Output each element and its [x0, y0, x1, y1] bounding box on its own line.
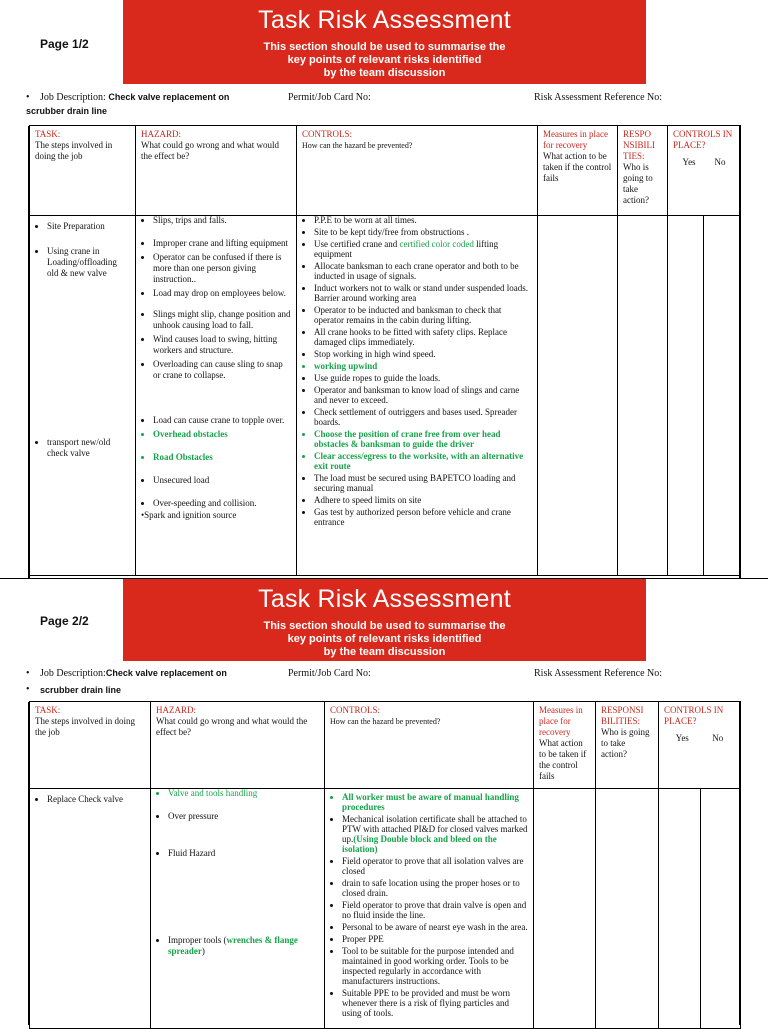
no-cell — [701, 789, 741, 1029]
list-item: • Mechanical isolation certificate shall be attached to PTW with attached PI&D for closed valves marked up.(Using Double block and bleed on the isolation) — [342, 814, 528, 854]
hazards-cell — [136, 216, 297, 576]
list-item: • Improper crane and lifting equipment — [153, 238, 291, 249]
right-border — [739, 702, 741, 1025]
list-item: • Slings might slip, change position and unhook causing load to fall. — [153, 309, 291, 331]
controls-header: CONTROLS: How can the hazard be prevented? — [297, 126, 538, 216]
list-item: • Stop working in high wind speed. — [314, 349, 532, 359]
table-row — [30, 216, 741, 576]
list-item: • Use certified crane and certified color coded lifting equipment — [314, 239, 532, 259]
hazard-header: HAZARD: What could go wrong and what would the effect be? — [136, 126, 297, 216]
resp-cell — [596, 789, 659, 1029]
task-header: TASK: The steps involved in doing the job — [30, 702, 151, 789]
list-item: • Induct workers not to walk or stand under suspended loads. Barrier around working area — [314, 283, 532, 303]
list-item: • Tool to be suitable for the purpose intended and maintained in good working order. Tools to be inspected regularly in accordance with manufacturers instructions. — [342, 946, 528, 986]
list-item: • Choose the position of crane free from over head obstacles & banksman to guide the driver — [314, 429, 532, 449]
list-item: • Field operator to prove that all isolation valves are closed — [342, 856, 528, 876]
controls-in-place-header: CONTROLS IN PLACE? Yes No — [659, 702, 741, 789]
list-item: • Fluid Hazard — [168, 848, 319, 859]
hazard-header: HAZARD: What could go wrong and what would the effect be? — [151, 702, 325, 789]
page-1: Task Risk Assessment This section should be used to summarise the key points of relevant risks identified by the team discussion Page 1/2 • Job Description: Check valve replacement on Permit/Job Card No: Risk Assessment Reference No: scrubber drain line TASK: The steps involved in doing the job HAZARD: What could go wrong and what would the effect be? CONTROLS: How can the hazard be prevented? Measures in place for recovery What action to be taken if the control fails RESPO NSIBILI TIES: Who is going to take action? CONTROLS IN PLACE? Yes No • Site Preparation • Using crane in Loading/offloading old & new valve • transport new/old check valve • Slips, trips and falls. • Improper crane and lifting equipment • Operator can be confused if there is more than one person giving instruction.. • Load may drop on employees below. • Slings might slip, change position and unhook causing load to fall. • Wind causes load to swing, hitting workers and structure. • Overloading can cause sling to snap or crane to collapse. • Load can cause crane to topple over. • Overhead obstacles • Road Obstacles • Unsecured load • Over-speeding and collision. •Spark and ignition source • P.P.E to be worn at all times. • Site to be kept tidy/free from obstructions . • Use certified crane and certified color coded lifting equipment • Allocate banksman to each crane operator and both to be inducted in usage of signals. • Induct workers not to walk or stand under suspended loads. Barrier around working area • Operator to be inducted and banksman to check that operator remains in the cabin during lifting. • All crane hooks to be fitted with safety clips. Replace damaged clips immediately. • Stop working in high wind speed. • working upwind • Use guide ropes to guide the loads. • Operator and banksman to know load of slings and carne and never to exceed. • Check settlement of outriggers and bases used. Spreader boards. • Choose the position of crane free from over head obstacles & banksman to guide the driver • Clear access/egress to the worksite, with an alternative exit route • The load must be secured using BAPETCO loading and securing manual • Adhere to speed limits on site • Gas test by authorized person before vehicle and crane entrance — [0, 0, 768, 578]
no-label: No — [712, 733, 724, 743]
list-item: • Overloading can cause sling to snap or crane to collapse. — [153, 359, 291, 381]
list-item: • Adhere to speed limits on site — [314, 495, 532, 505]
list-item: • Load may drop on employees below. — [153, 288, 291, 299]
measures-cell — [534, 789, 596, 1029]
hazard-extra: •Spark and ignition source — [141, 510, 237, 520]
list-item: • Personal to be aware of nearst eye wash in the area. — [342, 922, 528, 932]
list-item: • Check settlement of outriggers and bases used. Spreader boards. — [314, 407, 532, 427]
list-item: • Gas test by authorized person before vehicle and crane entrance — [314, 507, 532, 527]
risk-table-2 — [29, 701, 741, 1029]
list-item: • The load must be secured using BAPETCO loading and securing manual — [314, 473, 532, 493]
no-cell — [704, 216, 741, 576]
job-description: Job Description: Check valve replacement on — [40, 92, 230, 103]
resp-cell — [618, 216, 668, 576]
list-item: • Over pressure — [168, 811, 319, 822]
list-item: • Improper tools (wrenches & flange spreader) — [168, 935, 319, 957]
tasks-cell — [30, 216, 136, 576]
page-2: Task Risk Assessment This section should be used to summarise the key points of relevant risks identified by the team discussion Page 2/2 • Job Description:Check valve replacement on Permit/Job Card No: Risk Assessment Reference No: • scrubber drain line TASK: The steps involved in doing the job HAZARD: What could go wrong and what would the effect be? CONTROLS: How can the hazard be prevented? Measures in place for recovery What action to be taken if the control fails RESPONSI BILITIES: Who is going to take action? CONTROLS IN PLACE? Yes No • Replace Check valve • Valve and tools handling • Over pressure • Fluid Hazard • Improper tools (wrenches & flange spreader) • All worker must be aware of manual handling procedures • Mechanical isolation certificate shall be attached to PTW with attached PI&D for closed valves marked up.(Using Double block and bleed on the isolation) • Field operator to prove that all isolation valves are closed • drain to safe location using the proper hoses or to closed drain. • Field operator to prove that drain valve is open and no fluid inside the line. • Personal to be aware of nearst eye wash in the area. • Proper PPE • Tool to be suitable for the purpose intended and maintained in good working order. Tools to be inspected regularly in accordance with manufacturers instructions. • Suitable PPE to be provided and must be worn whenever there is a risk of flying particles and using of tools. — [0, 578, 768, 1025]
task-header: TASK: The steps involved in doing the job — [30, 126, 136, 216]
list-item: • Slips, trips and falls. — [153, 215, 291, 226]
list-item: • Site to be kept tidy/free from obstructions . — [314, 227, 532, 237]
list-item: • P.P.E to be worn at all times. — [314, 215, 532, 225]
right-border — [739, 126, 741, 578]
page-label: Page 1/2 — [40, 37, 89, 51]
list-item: • Over-speeding and collision. — [153, 498, 291, 509]
risk-table-1 — [29, 125, 741, 576]
resp-header: RESPO NSIBILI TIES: Who is going to take action? — [618, 126, 668, 216]
hazards-cell — [151, 789, 325, 1029]
list-item: • Replace Check valve — [47, 794, 145, 805]
yes-cell — [659, 789, 701, 1029]
resp-header: RESPONSI BILITIES: Who is going to take action? — [596, 702, 659, 789]
yes-label: Yes — [675, 733, 689, 743]
page-label: Page 2/2 — [40, 614, 89, 628]
page-2-banner — [123, 579, 646, 661]
measures-header: Measures in place for recovery What action to be taken if the control fails — [538, 126, 618, 216]
job-description-cont: scrubber drain line — [26, 106, 108, 116]
list-item: • Use guide ropes to guide the loads. — [314, 373, 532, 383]
list-item: • working upwind — [314, 361, 532, 371]
measures-header: Measures in place for recovery What action to be taken if the control fails — [534, 702, 596, 789]
list-item: • Field operator to prove that drain valve is open and no fluid inside the line. — [342, 900, 528, 920]
job-description-cont: scrubber drain line — [40, 685, 122, 695]
controls-cell — [297, 216, 538, 576]
risk-ref-label: Risk Assessment Reference No: — [534, 92, 663, 103]
banner-title: Task Risk Assessment — [258, 6, 511, 34]
list-item: • Overhead obstacles — [153, 429, 291, 440]
list-item: • Suitable PPE to be provided and must be worn whenever there is a risk of flying particles and using of tools. — [342, 988, 528, 1018]
measures-cell — [538, 216, 618, 576]
permit-label: Permit/Job Card No: — [288, 92, 371, 103]
list-item: • Road Obstacles — [153, 452, 291, 463]
left-border — [28, 702, 30, 1025]
no-label: No — [714, 157, 726, 167]
controls-header: CONTROLS: How can the hazard be prevented? — [325, 702, 534, 789]
job-description: Job Description:Check valve replacement on — [40, 668, 227, 679]
list-item: • Proper PPE — [342, 934, 528, 944]
table-row — [30, 789, 741, 1029]
list-item: • Wind causes load to swing, hitting workers and structure. — [153, 334, 291, 356]
controls-cell — [325, 789, 534, 1029]
banner-subtitle: This section should be used to summarise the key points of relevant risks identified by the team discussion — [263, 620, 506, 658]
page-1-banner — [123, 0, 646, 84]
yes-cell — [668, 216, 704, 576]
table-header — [30, 126, 741, 216]
list-item: • Site Preparation — [47, 221, 130, 232]
list-item: • transport new/old check valve — [47, 437, 130, 459]
list-item: • Operator can be confused if there is more than one person giving instruction.. — [153, 252, 291, 285]
list-item: • Clear access/egress to the worksite, with an alternative exit route — [314, 451, 532, 471]
tasks-cell — [30, 789, 151, 1029]
list-item: • Allocate banksman to each crane operator and both to be inducted in usage of signals. — [314, 261, 532, 281]
list-item: • All crane hooks to be fitted with safety clips. Replace damaged clips immediately. — [314, 327, 532, 347]
permit-label: Permit/Job Card No: — [288, 668, 371, 679]
list-item: • Unsecured load — [153, 475, 291, 486]
controls-in-place-header: CONTROLS IN PLACE? Yes No — [668, 126, 741, 216]
list-item: • Operator to be inducted and banksman to check that operator remains in the cabin during lifting. — [314, 305, 532, 325]
yes-label: Yes — [682, 157, 696, 167]
left-border — [28, 126, 30, 578]
risk-ref-label: Risk Assessment Reference No: — [534, 668, 663, 679]
list-item: • All worker must be aware of manual handling procedures — [342, 792, 528, 812]
list-item: • Valve and tools handling — [168, 788, 319, 799]
list-item: • Operator and banksman to know load of slings and carne and never to exceed. — [314, 385, 532, 405]
table-header — [30, 702, 741, 789]
list-item: • drain to safe location using the proper hoses or to closed drain. — [342, 878, 528, 898]
list-item: • Load can cause crane to topple over. — [153, 415, 291, 426]
banner-title: Task Risk Assessment — [258, 585, 511, 613]
banner-subtitle: This section should be used to summarise the key points of relevant risks identified by the team discussion — [263, 41, 506, 79]
list-item: • Using crane in Loading/offloading old & new valve — [47, 246, 130, 279]
